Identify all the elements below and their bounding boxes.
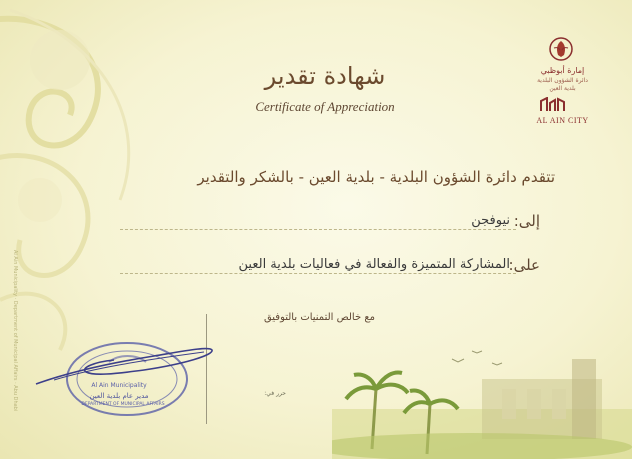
recipient-underline <box>120 229 516 230</box>
logo-english-name: AL AIN CITY <box>536 116 589 125</box>
logo-arabic-name: إمارة أبوظبي <box>540 66 585 75</box>
falcon-emblem-icon <box>548 36 574 62</box>
closing-wishes: مع خالص التمنيات بالتوفيق <box>263 312 375 323</box>
recipient-label: إلى: <box>513 212 540 230</box>
reason-label: على: <box>508 256 540 274</box>
certificate-title-arabic: شهادة تقدير <box>264 62 386 90</box>
reason-value: المشاركة المتميزة والفعالة في فعاليات بلدية العين <box>238 257 510 272</box>
issued-at-label: حرر في: <box>264 390 286 397</box>
handwritten-signature <box>34 340 216 390</box>
reason-underline <box>120 273 516 274</box>
logo-arabic-department: دائرة الشؤون البلدية <box>537 77 588 84</box>
certificate-title-english: Certificate of Appreciation <box>255 99 395 114</box>
reason-row <box>120 254 540 276</box>
stamp-department-text: DEPARTMENT OF MUNICIPAL AFFAIRS <box>81 402 165 407</box>
city-mark-icon <box>539 97 569 112</box>
logo-arabic-city: بلدية العين <box>549 85 576 92</box>
palm-skyline-decoration <box>332 329 632 459</box>
al-ain-logo <box>515 36 610 136</box>
stamp-municipality-text: Al Ain Municipality <box>91 382 147 389</box>
side-vertical-text: Al Ain Municipality · Department of Municipal Affairs · Abu Dhabi <box>12 250 18 412</box>
stamp-director-text: مدير عام بلدية العين <box>89 392 149 400</box>
presenter-line: تتقدم دائرة الشؤون البلدية - بلدية العين - بالشكر والتقدير <box>197 168 555 186</box>
recipient-value: نيوفجن <box>471 213 510 228</box>
recipient-row <box>120 210 540 232</box>
